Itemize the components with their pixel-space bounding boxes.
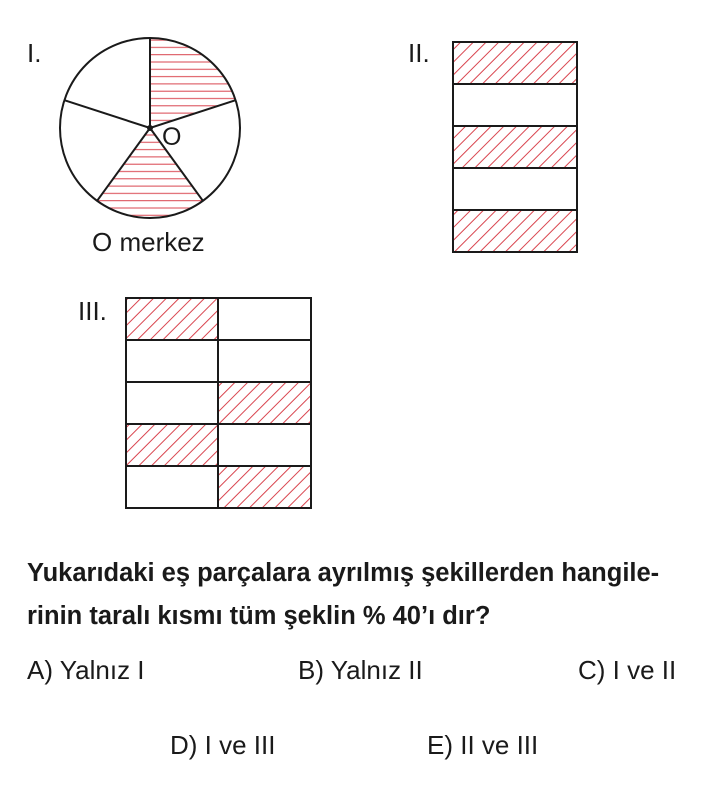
option-d[interactable]: D) I ve III bbox=[170, 730, 276, 760]
figure-1-caption: O merkez bbox=[92, 227, 205, 257]
figure-1-label: I. bbox=[27, 38, 42, 68]
radius-line bbox=[64, 100, 150, 128]
question-line-1: Yukarıdaki eş parçalara ayrılmış şekillerden hangile- bbox=[27, 559, 660, 587]
option-b[interactable]: B) Yalnız II bbox=[298, 655, 423, 685]
center-label: O bbox=[162, 123, 182, 151]
shaded-strip bbox=[453, 126, 577, 168]
question-text bbox=[27, 552, 717, 638]
shaded-cell bbox=[218, 466, 311, 508]
question-line-2: rinin taralı kısmı tüm şeklin % 40’ı dır? bbox=[27, 602, 491, 630]
shaded-strip bbox=[453, 42, 577, 84]
shaded-cell bbox=[126, 424, 218, 466]
center-dot bbox=[147, 125, 153, 131]
figure-2-strips bbox=[453, 42, 577, 252]
figure-3-label: III. bbox=[78, 296, 107, 326]
figure-1-circle bbox=[60, 38, 240, 218]
option-a[interactable]: A) Yalnız I bbox=[27, 655, 145, 685]
shaded-cell bbox=[218, 382, 311, 424]
option-e[interactable]: E) II ve III bbox=[427, 730, 539, 760]
option-c[interactable]: C) I ve II bbox=[578, 655, 677, 685]
figure-3-grid bbox=[126, 298, 311, 508]
shaded-sector bbox=[97, 128, 203, 218]
figure-2-label: II. bbox=[408, 38, 430, 68]
shaded-strip bbox=[453, 210, 577, 252]
shaded-cell bbox=[126, 298, 218, 340]
